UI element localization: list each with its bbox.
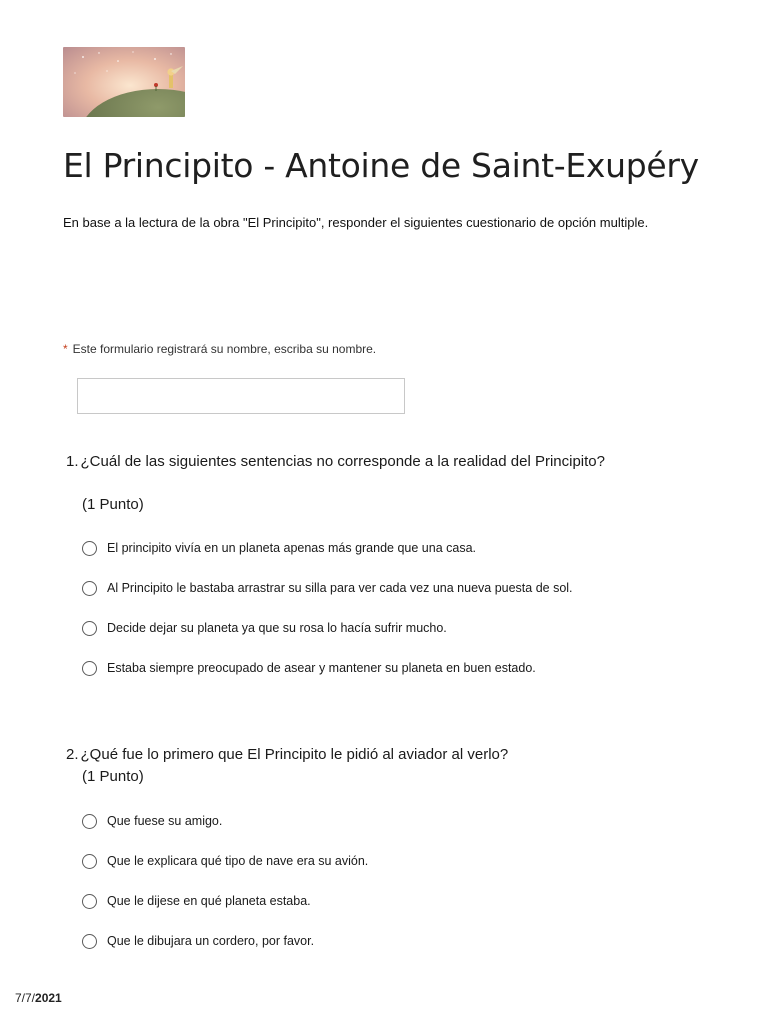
question-2-options: [66, 801, 746, 961]
radio-button[interactable]: [82, 934, 97, 949]
question-1: [66, 451, 746, 688]
question-2-number: 2.: [66, 746, 79, 763]
option-label: Estaba siempre preocupado de asear y mantener su planeta en buen estado.: [107, 661, 536, 675]
name-input[interactable]: [77, 378, 405, 414]
radio-button[interactable]: [82, 854, 97, 869]
footer-date: [15, 990, 62, 1006]
question-2-text: ¿Qué fue lo primero que El Principito le pidió al aviador al verlo?: [80, 746, 509, 763]
form-title: El Principito - Antoine de Saint-Exupéry: [63, 146, 699, 185]
question-1-options: [66, 528, 746, 688]
question-2: [66, 744, 746, 961]
footer-date-year: 2021: [35, 991, 62, 1005]
option-label: Que le dibujara un cordero, por favor.: [107, 934, 315, 948]
option-label: Que le dijese en qué planeta estaba.: [107, 894, 311, 908]
question-1-text: ¿Cuál de las siguientes sentencias no corresponde a la realidad del Principito?: [80, 453, 605, 470]
question-2-option-3[interactable]: [82, 881, 746, 921]
question-2-points: (1 Punto): [82, 768, 144, 785]
question-2-option-1[interactable]: [82, 801, 746, 841]
radio-button[interactable]: [82, 581, 97, 596]
footer-date-prefix: 7/7/: [15, 991, 36, 1005]
radio-button[interactable]: [82, 814, 97, 829]
question-2-option-4[interactable]: [82, 921, 746, 961]
question-1-number: 1.: [66, 453, 79, 470]
question-1-option-3[interactable]: [82, 608, 746, 648]
question-2-title: [66, 744, 746, 766]
required-marker: *: [63, 342, 68, 356]
option-label: Que le explicara qué tipo de nave era su avión.: [107, 854, 369, 868]
question-1-points: (1 Punto): [82, 496, 144, 513]
form-description: En base a la lectura de la obra "El Principito", responder el siguientes cuestionario de opción multiple.: [63, 215, 649, 230]
name-notice-text: Este formulario registrará su nombre, escriba su nombre.: [72, 342, 377, 356]
option-label: El principito vivía en un planeta apenas más grande que una casa.: [107, 541, 476, 555]
name-notice: [63, 340, 376, 358]
question-1-option-4[interactable]: [82, 648, 746, 688]
question-1-title: [66, 451, 746, 473]
radio-button[interactable]: [82, 621, 97, 636]
question-1-option-2[interactable]: [82, 568, 746, 608]
header-image: [63, 47, 185, 117]
option-label: Al Principito le bastaba arrastrar su silla para ver cada vez una nueva puesta de sol.: [107, 581, 573, 595]
radio-button[interactable]: [82, 661, 97, 676]
question-1-option-1[interactable]: [82, 528, 746, 568]
radio-button[interactable]: [82, 894, 97, 909]
little-prince-illustration: [63, 47, 185, 117]
question-2-option-2[interactable]: [82, 841, 746, 881]
option-label: Que fuese su amigo.: [107, 814, 223, 828]
radio-button[interactable]: [82, 541, 97, 556]
option-label: Decide dejar su planeta ya que su rosa lo hacía sufrir mucho.: [107, 621, 447, 635]
